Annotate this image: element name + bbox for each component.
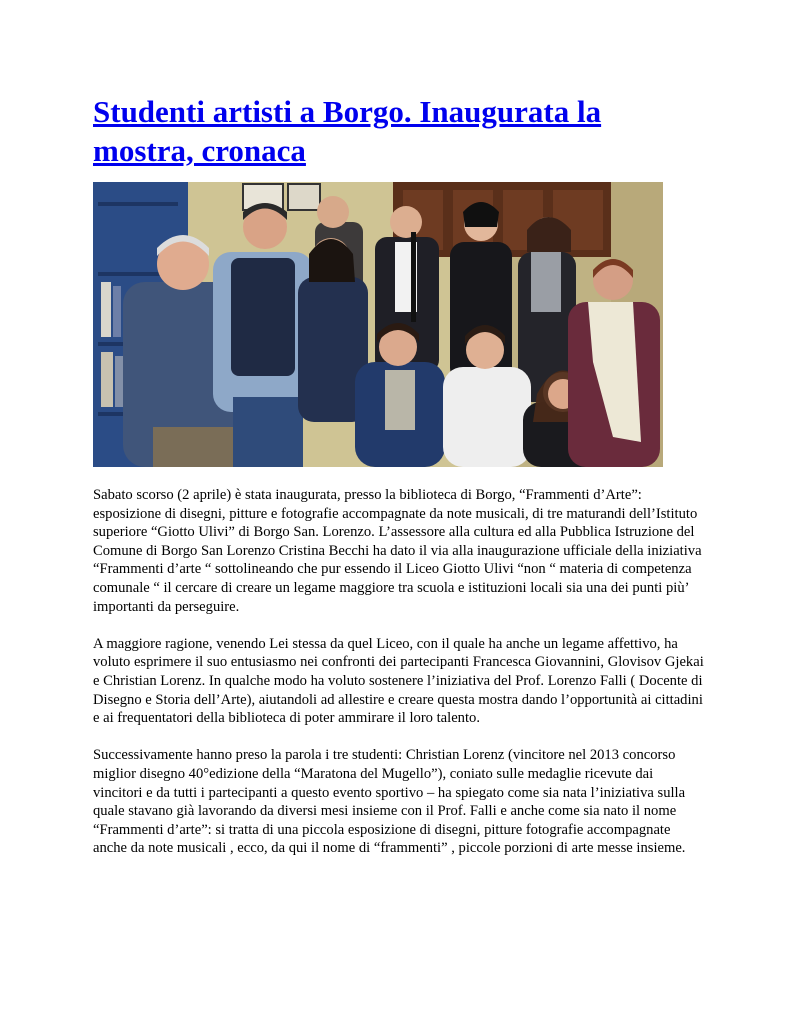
group-photo	[93, 182, 663, 467]
paragraph-2: A maggiore ragione, venendo Lei stessa da quel Liceo, con il quale ha anche un legame affettivo, ha voluto esprimere il suo entusiasmo nei confronti dei partecipanti Francesca Giovannini, Glovisov Gjekai e Christian Lorenz. In qualche modo ha voluto sostenere l’iniziativa del Prof. Lorenzo Falli ( Docente di Disegno e Storia dell’Arte), aiutandoli ad allestire e creare questa mostra dando l’opportunità ai cittadini e ai frequentatori della biblioteca di poter ammirare il loro talento.	[93, 635, 704, 727]
article-body	[93, 486, 705, 876]
paragraph-1: Sabato scorso (2 aprile) è stata inaugurata, presso la biblioteca di Borgo, “Frammenti d’Arte”: esposizione di disegni, pitture e fotografie accompagnate da note musicali, di tre maturandi dell’Istituto superiore “Giotto Ulivi” di Borgo San. Lorenzo. L’assessore alla cultura ed alla Pubblica Istruzione del Comune di Borgo San Lorenzo Cristina Becchi ha dato il via alla inaugurazione ufficiale della iniziativa “Frammenti d’arte “ sottolineando che pur essendo il Liceo Giotto Ulivi “non “ materia di competenza comunale “ il cercare di creare un legame maggiore tra scuola e istituzioni locali sia una dei punti più’ importanti da perseguire.	[93, 487, 702, 615]
group-photo-image	[93, 182, 663, 467]
article-title-link[interactable]: Studenti artisti a Borgo. Inaugurata la mostra, cronaca	[93, 94, 602, 168]
paragraph-3: Successivamente hanno preso la parola i tre studenti: Christian Lorenz (vincitore nel 2013 concorso miglior disegno 40°edizione della “Maratona del Mugello”), coniato sulle medaglie ricevute dai vincitori e da tutti i partecipanti a questo evento sportivo – ha spiegato come sia nata l’iniziativa sulla quale stavano già lavorando da diversi mesi insieme con il Prof. Falli e anche come sia nato il nome “Frammenti d’arte”: si tratta di una piccola esposizione di disegni, pitture fotografie accompagnate anche da note musicali , ecco, da qui il nome di “frammenti” , piccole porzioni di arte messe insieme.	[93, 747, 686, 857]
